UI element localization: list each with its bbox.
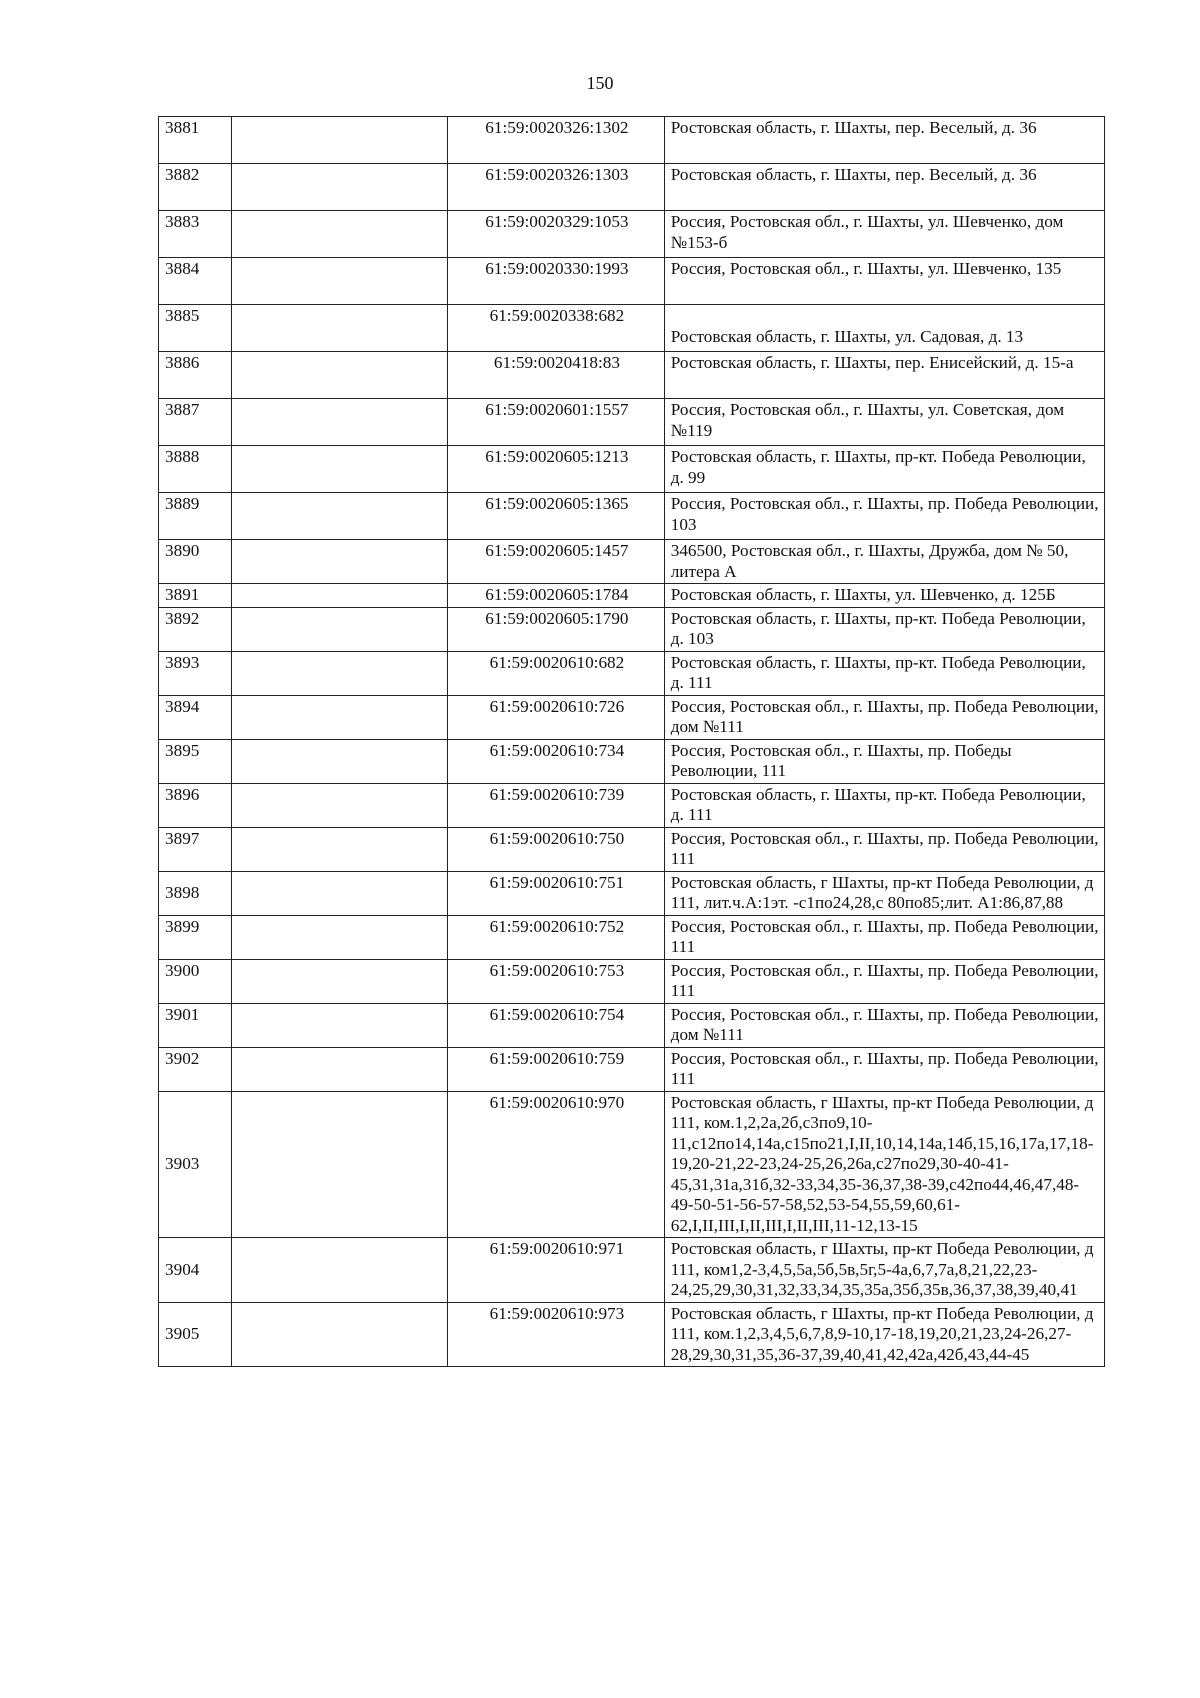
table-row (159, 584, 1105, 608)
empty-cell (231, 1302, 448, 1367)
cadastral-number-cell: 61:59:0020605:1213 (448, 446, 665, 493)
empty-cell (231, 783, 448, 827)
table-row (159, 211, 1105, 258)
table-row (159, 305, 1105, 352)
address-cell: Ростовская область, г Шахты, пр-кт Победа Революции, д 111, ком.1,2,3,4,5,6,7,8,9-10,17-18,19,20,21,23,24-26,27-28,29,30,31,35,36-37,39,40,41,42,42а,42б,43,44-45 (664, 1302, 1104, 1367)
table-row (159, 1091, 1105, 1238)
address-cell: Россия, Ростовская обл., г. Шахты, пр. Победа Революции, 111 (664, 959, 1104, 1003)
table-row (159, 399, 1105, 446)
empty-cell (231, 959, 448, 1003)
row-number-cell: 3886 (159, 352, 232, 399)
empty-cell (231, 695, 448, 739)
row-number-cell: 3902 (159, 1047, 232, 1091)
cadastral-number-cell: 61:59:0020601:1557 (448, 399, 665, 446)
address-cell: Ростовская область, г. Шахты, пр-кт. Победа Революции, д. 111 (664, 651, 1104, 695)
address-cell: 346500, Ростовская обл., г. Шахты, Дружба, дом № 50, литера А (664, 540, 1104, 584)
address-cell: Ростовская область, г Шахты, пр-кт Победа Революции, д 111, лит.ч.А:1эт. -с1по24,28,с 80по85;лит. А1:86,87,88 (664, 871, 1104, 915)
empty-cell (231, 871, 448, 915)
registry-table (158, 116, 1105, 1367)
empty-cell (231, 584, 448, 608)
cadastral-number-cell: 61:59:0020610:754 (448, 1003, 665, 1047)
cadastral-number-cell: 61:59:0020605:1790 (448, 607, 665, 651)
page-number: 150 (586, 73, 614, 93)
row-number-cell: 3895 (159, 739, 232, 783)
row-number-cell: 3885 (159, 305, 232, 352)
row-number-cell: 3899 (159, 915, 232, 959)
row-number-cell: 3887 (159, 399, 232, 446)
cadastral-number-cell: 61:59:0020338:682 (448, 305, 665, 352)
row-number-cell: 3896 (159, 783, 232, 827)
address-cell: Ростовская область, г. Шахты, пр-кт. Победа Революции, д. 103 (664, 607, 1104, 651)
row-number-cell: 3904 (159, 1238, 232, 1303)
cadastral-number-cell: 61:59:0020610:751 (448, 871, 665, 915)
empty-cell (231, 258, 448, 305)
address-cell: Ростовская область, г Шахты, пр-кт Победа Революции, д 111, ком.1,2,2а,2б,с3по9,10-11,с12по14,14а,с15по21,I,II,10,14,14а,14б,15,16,17а,17,18-19,20-21,22-23,24-25,26,26а,с27по29,30-40-41-45,31,31а,31б,32-33,34,35-36,37,38-39,с42по44,46,47,48-49-50-51-56-57-58,52,53-54,55,59,60,61-62,I,II,III,I,II,III,I,II,III,11-12,13-15 (664, 1091, 1104, 1238)
empty-cell (231, 651, 448, 695)
row-number-cell: 3891 (159, 584, 232, 608)
cadastral-number-cell: 61:59:0020610:753 (448, 959, 665, 1003)
cadastral-number-cell: 61:59:0020610:682 (448, 651, 665, 695)
address-cell: Россия, Ростовская обл., г. Шахты, пр. Победа Революции, 103 (664, 493, 1104, 540)
cadastral-number-cell: 61:59:0020329:1053 (448, 211, 665, 258)
table-row (159, 1003, 1105, 1047)
table-row (159, 827, 1105, 871)
address-cell: Ростовская область, г. Шахты, пр-кт. Победа Революции, д. 111 (664, 783, 1104, 827)
table-row (159, 1047, 1105, 1091)
address-cell: Ростовская область, г. Шахты, пер. Веселый, д. 36 (664, 164, 1104, 211)
table-row (159, 651, 1105, 695)
empty-cell (231, 1091, 448, 1238)
table-row (159, 1302, 1105, 1367)
empty-cell (231, 399, 448, 446)
empty-cell (231, 493, 448, 540)
row-number-cell: 3884 (159, 258, 232, 305)
cadastral-number-cell: 61:59:0020330:1993 (448, 258, 665, 305)
empty-cell (231, 446, 448, 493)
row-number-cell: 3897 (159, 827, 232, 871)
row-number-cell: 3900 (159, 959, 232, 1003)
cadastral-number-cell: 61:59:0020610:734 (448, 739, 665, 783)
address-cell: Россия, Ростовская обл., г. Шахты, пр. Победа Революции, 111 (664, 915, 1104, 959)
empty-cell (231, 915, 448, 959)
table-row (159, 164, 1105, 211)
cadastral-number-cell: 61:59:0020326:1303 (448, 164, 665, 211)
empty-cell (231, 352, 448, 399)
row-number-cell: 3901 (159, 1003, 232, 1047)
row-number-cell: 3893 (159, 651, 232, 695)
table-row (159, 915, 1105, 959)
address-cell: Ростовская область, г Шахты, пр-кт Победа Революции, д 111, ком1,2-3,4,5,5а,5б,5в,5г,5-4а,6,7,7а,8,21,22,23-24,25,29,30,31,32,33,34,35,35а,35б,35в,36,37,38,39,40,41 (664, 1238, 1104, 1303)
table-row (159, 695, 1105, 739)
address-cell: Россия, Ростовская обл., г. Шахты, пр. Победа Революции, 111 (664, 1047, 1104, 1091)
address-cell: Россия, Ростовская обл., г. Шахты, ул. Шевченко, дом №153-б (664, 211, 1104, 258)
table-row (159, 871, 1105, 915)
empty-cell (231, 827, 448, 871)
address-cell: Ростовская область, г. Шахты, пер. Веселый, д. 36 (664, 117, 1104, 164)
address-cell: Россия, Ростовская обл., г. Шахты, ул. Шевченко, 135 (664, 258, 1104, 305)
table-row (159, 783, 1105, 827)
row-number-cell: 3883 (159, 211, 232, 258)
row-number-cell: 3889 (159, 493, 232, 540)
empty-cell (231, 540, 448, 584)
empty-cell (231, 211, 448, 258)
table-row (159, 1238, 1105, 1303)
empty-cell (231, 607, 448, 651)
cadastral-number-cell: 61:59:0020605:1365 (448, 493, 665, 540)
empty-cell (231, 164, 448, 211)
row-number-cell: 3903 (159, 1091, 232, 1238)
empty-cell (231, 117, 448, 164)
address-cell: Россия, Ростовская обл., г. Шахты, ул. Советская, дом №119 (664, 399, 1104, 446)
cadastral-number-cell: 61:59:0020610:750 (448, 827, 665, 871)
row-number-cell: 3905 (159, 1302, 232, 1367)
table-row (159, 493, 1105, 540)
row-number-cell: 3890 (159, 540, 232, 584)
row-number-cell: 3888 (159, 446, 232, 493)
row-number-cell: 3892 (159, 607, 232, 651)
cadastral-number-cell: 61:59:0020610:973 (448, 1302, 665, 1367)
row-number-cell: 3894 (159, 695, 232, 739)
empty-cell (231, 305, 448, 352)
cadastral-number-cell: 61:59:0020610:752 (448, 915, 665, 959)
registry-table-body (159, 117, 1105, 1367)
cadastral-number-cell: 61:59:0020610:739 (448, 783, 665, 827)
address-cell: Россия, Ростовская обл., г. Шахты, пр. Победа Революции, дом №111 (664, 1003, 1104, 1047)
cadastral-number-cell: 61:59:0020605:1784 (448, 584, 665, 608)
empty-cell (231, 1238, 448, 1303)
address-cell: Ростовская область, г. Шахты, ул. Шевченко, д. 125Б (664, 584, 1104, 608)
table-row (159, 352, 1105, 399)
empty-cell (231, 739, 448, 783)
row-number-cell: 3882 (159, 164, 232, 211)
table-row (159, 739, 1105, 783)
cadastral-number-cell: 61:59:0020610:759 (448, 1047, 665, 1091)
table-row (159, 607, 1105, 651)
table-row (159, 540, 1105, 584)
address-cell: Россия, Ростовская обл., г. Шахты, пр. Победы Революции, 111 (664, 739, 1104, 783)
cadastral-number-cell: 61:59:0020605:1457 (448, 540, 665, 584)
address-cell: Россия, Ростовская обл., г. Шахты, пр. Победа Революции, 111 (664, 827, 1104, 871)
row-number-cell: 3881 (159, 117, 232, 164)
table-row (159, 258, 1105, 305)
address-cell: Ростовская область, г. Шахты, ул. Садовая, д. 13 (664, 305, 1104, 352)
cadastral-number-cell: 61:59:0020418:83 (448, 352, 665, 399)
cadastral-number-cell: 61:59:0020610:726 (448, 695, 665, 739)
table-row (159, 959, 1105, 1003)
empty-cell (231, 1047, 448, 1091)
cadastral-number-cell: 61:59:0020326:1302 (448, 117, 665, 164)
address-cell: Ростовская область, г. Шахты, пр-кт. Победа Революции, д. 99 (664, 446, 1104, 493)
address-cell: Россия, Ростовская обл., г. Шахты, пр. Победа Революции, дом №111 (664, 695, 1104, 739)
empty-cell (231, 1003, 448, 1047)
table-row (159, 446, 1105, 493)
address-cell: Ростовская область, г. Шахты, пер. Енисейский, д. 15-а (664, 352, 1104, 399)
cadastral-number-cell: 61:59:0020610:970 (448, 1091, 665, 1238)
table-row (159, 117, 1105, 164)
cadastral-number-cell: 61:59:0020610:971 (448, 1238, 665, 1303)
row-number-cell: 3898 (159, 871, 232, 915)
